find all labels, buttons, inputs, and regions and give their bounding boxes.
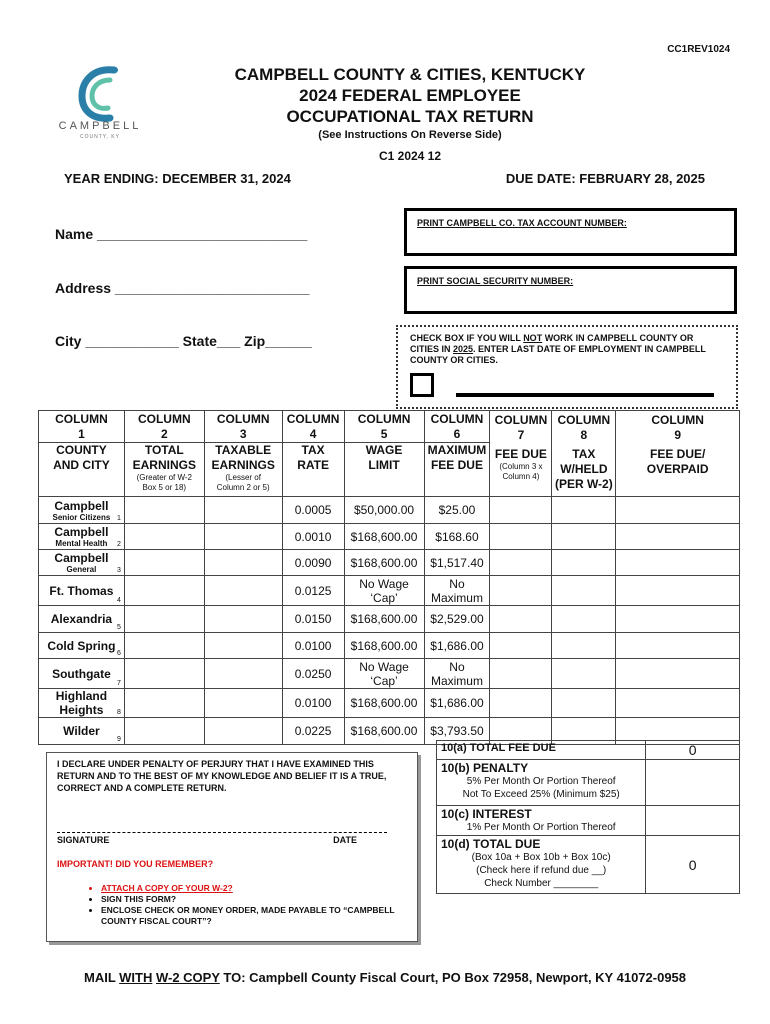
taxable-earnings-input[interactable] (204, 633, 282, 659)
row-number: 8 (116, 709, 121, 716)
last-employment-date-line[interactable] (456, 393, 714, 397)
penalty-label: 10(b) PENALTY (441, 761, 529, 775)
title-line-3: OCCUPATIONAL TAX RETURN (286, 107, 534, 126)
column-title: TOTAL EARNINGS (132, 443, 196, 472)
total-earnings-input[interactable] (124, 659, 204, 689)
total-due-label: 10(d) TOTAL DUE (441, 837, 541, 851)
title-line-1: CAMPBELL COUNTY & CITIES, KENTUCKY (234, 65, 586, 84)
taxable-earnings-input[interactable] (204, 606, 282, 633)
title-block (190, 64, 630, 163)
mailing-instructions: MAIL WITH W-2 COPY TO: Campbell County Fiscal Court, PO Box 72958, Newport, KY 41072-0958 (83, 970, 687, 985)
logo-wordmark: CAMPBELL (58, 120, 142, 132)
column-number: COLUMN 6 (430, 411, 484, 441)
tax-withheld-input[interactable] (552, 633, 616, 659)
total-earnings-input[interactable] (124, 606, 204, 633)
column-number-header (424, 411, 490, 443)
maximum-fee-due: $25.00 (424, 497, 490, 524)
wage-limit: $168,600.00 (344, 550, 424, 576)
row-number: 6 (116, 650, 121, 657)
table-row (39, 689, 740, 718)
city-subtitle: Mental Health (55, 539, 108, 548)
column-number-header (552, 411, 616, 497)
fee-due-input[interactable] (490, 659, 552, 689)
signature-line[interactable] (57, 832, 387, 833)
fee-due-overpaid-input[interactable] (616, 497, 740, 524)
column-title: COUNTY AND CITY (53, 443, 110, 472)
not-working-check-area (396, 325, 738, 409)
penalty-cell (437, 760, 646, 806)
city-name: Southgate (52, 666, 111, 681)
column-title: FEE DUE/ OVERPAID (646, 447, 709, 476)
tax-account-label: PRINT CAMPBELL CO. TAX ACCOUNT NUMBER: (417, 218, 627, 228)
year-ending: YEAR ENDING: DECEMBER 31, 2024 (64, 171, 291, 186)
city-name: Alexandria (50, 612, 113, 626)
maximum-fee-due: $1,517.40 (424, 550, 490, 576)
tax-withheld-input[interactable] (552, 576, 616, 606)
taxable-earnings-input[interactable] (204, 550, 282, 576)
form-code: CC1REV1024 (667, 44, 730, 55)
column-number-header (282, 411, 344, 443)
logo-subtitle: COUNTY, KY (80, 134, 120, 140)
column-number: COLUMN 7 (494, 413, 548, 442)
interest-label: 10(c) INTEREST (441, 807, 532, 821)
table-row (39, 606, 740, 633)
fee-due-input[interactable] (490, 524, 552, 550)
wage-limit: $168,600.00 (344, 606, 424, 633)
due-date: DUE DATE: FEBRUARY 28, 2025 (505, 171, 705, 186)
fee-due-overpaid-input[interactable] (616, 576, 740, 606)
interest-value[interactable] (646, 806, 740, 836)
fee-due-input[interactable] (490, 550, 552, 576)
fee-due-overpaid-input[interactable] (616, 606, 740, 633)
instructions-note: (See Instructions On Reverse Side) (318, 129, 502, 141)
city-cell (39, 659, 125, 689)
maximum-fee-due: $168.60 (424, 524, 490, 550)
maximum-fee-due: No Maximum (424, 659, 490, 689)
tax-rate: 0.0100 (282, 689, 344, 718)
tax-withheld-input[interactable] (552, 524, 616, 550)
tax-rate: 0.0010 (282, 524, 344, 550)
signature-label: SIGNATURE (57, 835, 110, 845)
total-due-value[interactable]: 0 (646, 836, 740, 894)
city-cell (39, 718, 125, 745)
column-number-header (204, 411, 282, 443)
column-title-header (344, 443, 424, 497)
tax-withheld-input[interactable] (552, 550, 616, 576)
reminder-item: • ENCLOSE CHECK OR MONEY ORDER, MADE PAYABLE TO “CAMPBELL COUNTY FISCAL COURT”? (101, 905, 407, 927)
city-cell (39, 689, 125, 718)
tax-withheld-input[interactable] (552, 497, 616, 524)
column-number: COLUMN 3 (216, 411, 270, 441)
city-name: Cold Spring (47, 638, 116, 653)
taxable-earnings-input[interactable] (204, 576, 282, 606)
address-field[interactable]: Address _________________________ (55, 280, 310, 296)
city-state-zip-field[interactable]: City ____________ State___ Zip______ (55, 333, 312, 349)
taxable-earnings-input[interactable] (204, 718, 282, 745)
column-title-header (39, 443, 125, 497)
interest-cell (437, 806, 646, 836)
column-number: COLUMN 2 (137, 411, 191, 441)
column-title-header (424, 443, 490, 497)
fee-due-overpaid-input[interactable] (616, 659, 740, 689)
total-earnings-input[interactable] (124, 689, 204, 718)
city-name: Campbell (54, 551, 109, 565)
column-number-header (490, 411, 552, 497)
total-earnings-input[interactable] (124, 550, 204, 576)
city-cell (39, 497, 125, 524)
table-row (39, 524, 740, 550)
form-id-code: C1 2024 12 (378, 149, 442, 163)
total-fee-due-value[interactable]: 0 (646, 741, 740, 760)
maximum-fee-due: $1,686.00 (424, 633, 490, 659)
reminder-list (57, 883, 407, 927)
total-earnings-input[interactable] (124, 497, 204, 524)
total-earnings-input[interactable] (124, 576, 204, 606)
column-title-header (124, 443, 204, 497)
column-title: TAXABLE EARNINGS (211, 443, 275, 472)
taxable-earnings-input[interactable] (204, 659, 282, 689)
penalty-note: 5% Per Month Or Portion Thereof Not To Exceed 25% (Minimum $25) (462, 776, 620, 800)
taxable-earnings-input[interactable] (204, 524, 282, 550)
wage-limit: $168,600.00 (344, 633, 424, 659)
column-title: FEE DUE (494, 447, 547, 461)
tax-rate: 0.0250 (282, 659, 344, 689)
city-cell (39, 524, 125, 550)
maximum-fee-due: $1,686.00 (424, 689, 490, 718)
declaration-box (46, 752, 418, 942)
wage-limit: $50,000.00 (344, 497, 424, 524)
tax-rate: 0.0100 (282, 633, 344, 659)
city-cell (39, 633, 125, 659)
ssn-box[interactable] (404, 266, 737, 314)
tax-rate: 0.0225 (282, 718, 344, 745)
reminder-item: • ATTACH A COPY OF YOUR W-2? (101, 883, 407, 894)
city-subtitle: Senior Citizens (52, 512, 111, 522)
column-title: TAX RATE (297, 443, 329, 472)
column-note: (Greater of W-2 Box 5 or 18) (136, 473, 192, 492)
reminder-item: • SIGN THIS FORM? (101, 894, 407, 905)
column-number-header (124, 411, 204, 443)
row-number: 7 (116, 680, 121, 687)
tax-withheld-input[interactable] (552, 689, 616, 718)
tax-rate: 0.0150 (282, 606, 344, 633)
tax-withheld-input[interactable] (552, 606, 616, 633)
column-number: COLUMN 9 (651, 413, 704, 442)
taxable-earnings-input[interactable] (204, 689, 282, 718)
fee-due-overpaid-input[interactable] (616, 689, 740, 718)
row-number: 4 (116, 597, 121, 604)
column-number-header (39, 411, 125, 443)
tax-account-number-box[interactable] (404, 208, 737, 256)
column-number-header (616, 411, 740, 497)
fee-due-input[interactable] (490, 606, 552, 633)
table-row (39, 576, 740, 606)
column-number: COLUMN 8 (557, 413, 611, 442)
city-subtitle: General (66, 565, 97, 574)
column-title-header (204, 443, 282, 497)
not-working-checkbox[interactable] (410, 373, 434, 397)
fee-due-input[interactable] (490, 689, 552, 718)
table-row (39, 550, 740, 576)
column-number: COLUMN 1 (55, 411, 108, 441)
tax-withheld-input[interactable] (552, 659, 616, 689)
fee-due-overpaid-input[interactable] (616, 524, 740, 550)
penalty-value[interactable] (646, 760, 740, 806)
table-row (39, 497, 740, 524)
ssn-label: PRINT SOCIAL SECURITY NUMBER: (417, 276, 574, 286)
fee-due-input[interactable] (490, 497, 552, 524)
interest-note: 1% Per Month Or Portion Thereof (466, 822, 616, 833)
city-name: Wilder (63, 724, 100, 738)
column-title: TAX W/HELD (PER W-2) (554, 447, 613, 491)
row-number: 2 (116, 541, 121, 548)
city-name: Campbell (54, 498, 109, 513)
column-note: (Column 3 x Column 4) (499, 462, 543, 481)
title-line-2: 2024 FEDERAL EMPLOYEE (299, 86, 521, 105)
fee-due-overpaid-input[interactable] (616, 633, 740, 659)
row-number: 5 (116, 624, 121, 631)
city-name: Ft. Thomas (49, 583, 114, 598)
city-cell (39, 606, 125, 633)
city-name: Campbell (54, 525, 109, 539)
row-number: 1 (116, 515, 121, 522)
maximum-fee-due: No Maximum (424, 576, 490, 606)
column-number: COLUMN 5 (357, 411, 411, 441)
declaration-text: I DECLARE UNDER PENALTY OF PERJURY THAT I HAVE EXAMINED THIS RETURN AND TO THE BEST OF MY KNOWLEDGE AND BELIEF IT IS A TRUE, CORRECT AND A COMPLETE RETURN. (57, 759, 387, 793)
total-fee-due-label: 10(a) TOTAL FEE DUE (437, 741, 646, 760)
row-number: 9 (116, 736, 121, 743)
column-title: MAXIMUM FEE DUE (427, 443, 487, 472)
total-due-cell (437, 836, 646, 894)
fee-due-input[interactable] (490, 633, 552, 659)
tax-rate: 0.0005 (282, 497, 344, 524)
total-earnings-input[interactable] (124, 718, 204, 745)
totals-box (436, 740, 740, 894)
column-title: WAGE LIMIT (365, 443, 403, 472)
total-due-note: (Box 10a + Box 10b + Box 10c) (Check here if refund due __) Check Number ________ (471, 852, 611, 889)
maximum-fee-due: $2,529.00 (424, 606, 490, 633)
city-name: Highland Heights (55, 689, 108, 717)
wage-limit: No Wage ‘Cap’ (344, 659, 424, 689)
column-note: (Lesser of Column 2 or 5) (216, 473, 270, 492)
city-cell (39, 550, 125, 576)
fee-due-overpaid-input[interactable] (616, 550, 740, 576)
not-working-instructions: CHECK BOX IF YOU WILL NOT WORK IN CAMPBELL COUNTY OR CITIES IN 2025. ENTER LAST DATE OF EMPLOYMENT IN CAMPBELL COUNTY OR CITIES. (410, 333, 706, 365)
city-cell (39, 576, 125, 606)
maximum-fee-due: $3,793.50 (424, 718, 490, 745)
wage-limit: $168,600.00 (344, 689, 424, 718)
row-number: 3 (116, 567, 121, 574)
fee-due-input[interactable] (490, 576, 552, 606)
total-earnings-input[interactable] (124, 633, 204, 659)
table-row (39, 659, 740, 689)
taxable-earnings-input[interactable] (204, 497, 282, 524)
wage-limit: No Wage ‘Cap’ (344, 576, 424, 606)
tax-rate: 0.0090 (282, 550, 344, 576)
column-number: COLUMN 4 (286, 411, 340, 441)
tax-table (38, 410, 740, 745)
table-row (39, 633, 740, 659)
wage-limit: $168,600.00 (344, 718, 424, 745)
column-number-header (344, 411, 424, 443)
name-field[interactable]: Name ___________________________ (55, 226, 308, 242)
tax-rate: 0.0125 (282, 576, 344, 606)
date-label: DATE (333, 835, 357, 845)
important-reminder: IMPORTANT! DID YOU REMEMBER? (57, 859, 214, 869)
total-earnings-input[interactable] (124, 524, 204, 550)
wage-limit: $168,600.00 (344, 524, 424, 550)
column-title-header (282, 443, 344, 497)
